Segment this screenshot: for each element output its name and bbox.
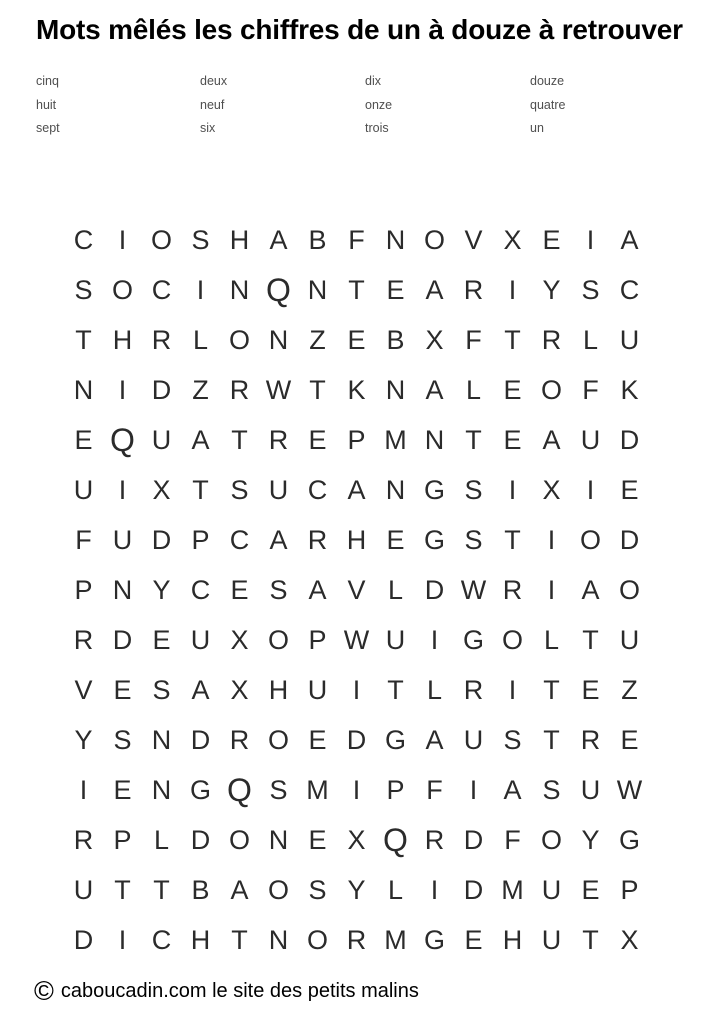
grid-cell: R bbox=[502, 574, 523, 605]
grid-cell: A bbox=[425, 274, 444, 305]
grid-cell: I bbox=[118, 924, 127, 955]
grid-cell: S bbox=[269, 574, 288, 605]
grid-cell: T bbox=[543, 674, 560, 705]
grid-cell: R bbox=[580, 724, 601, 755]
grid-cell: G bbox=[462, 624, 484, 655]
grid-cell: U bbox=[580, 424, 601, 455]
word-list-item: huit bbox=[36, 97, 57, 112]
grid-cell: P bbox=[113, 824, 132, 855]
grid-cell: E bbox=[503, 374, 522, 405]
grid-cell: I bbox=[508, 474, 517, 505]
grid-cell: U bbox=[619, 324, 640, 355]
grid-cell: O bbox=[618, 574, 640, 605]
grid-cell: C bbox=[307, 474, 328, 505]
grid-cell: C bbox=[190, 574, 211, 605]
grid-cell: N bbox=[151, 774, 172, 805]
grid-cell: I bbox=[547, 574, 556, 605]
grid-cell: Z bbox=[621, 674, 638, 705]
grid-cell: U bbox=[73, 474, 94, 505]
grid-cell: P bbox=[386, 774, 405, 805]
grid-cell: I bbox=[430, 874, 439, 905]
grid-cell: Z bbox=[192, 374, 209, 405]
grid-cell: K bbox=[347, 374, 366, 405]
page-title: Mots mêlés les chiffres de un à douze à retrouver bbox=[36, 14, 683, 45]
grid-cell: A bbox=[308, 574, 327, 605]
grid-cell: A bbox=[503, 774, 522, 805]
grid-cell: Y bbox=[152, 574, 171, 605]
grid-cell: S bbox=[113, 724, 132, 755]
grid-cell: R bbox=[307, 524, 328, 555]
grid-cell: W bbox=[265, 374, 292, 405]
grid-cell: O bbox=[306, 924, 328, 955]
grid-cell: Q bbox=[383, 821, 408, 858]
grid-cell: U bbox=[580, 774, 601, 805]
grid-cell: N bbox=[151, 724, 172, 755]
grid-cell: E bbox=[503, 424, 522, 455]
grid-cell: S bbox=[581, 274, 600, 305]
grid-cell: H bbox=[229, 224, 250, 255]
grid-cell: U bbox=[151, 424, 172, 455]
grid-cell: B bbox=[191, 874, 210, 905]
grid-cell: H bbox=[346, 524, 367, 555]
grid-cell: I bbox=[352, 774, 361, 805]
grid-cell: O bbox=[267, 724, 289, 755]
grid-cell: G bbox=[189, 774, 211, 805]
grid-cell: I bbox=[508, 674, 517, 705]
grid-cell: H bbox=[190, 924, 211, 955]
grid-cell: D bbox=[463, 824, 484, 855]
grid-cell: A bbox=[347, 474, 366, 505]
grid-cell: O bbox=[501, 624, 523, 655]
grid-cell: U bbox=[190, 624, 211, 655]
grid-cell: N bbox=[385, 224, 406, 255]
grid-cell: A bbox=[425, 724, 444, 755]
grid-cell: M bbox=[384, 924, 407, 955]
grid-cell: O bbox=[267, 874, 289, 905]
grid-cell: P bbox=[74, 574, 93, 605]
grid-cell: L bbox=[387, 574, 404, 605]
grid-cell: P bbox=[308, 624, 327, 655]
grid-cell: H bbox=[268, 674, 289, 705]
word-list-column bbox=[530, 70, 565, 141]
grid-cell: E bbox=[308, 724, 327, 755]
grid-cell: N bbox=[385, 474, 406, 505]
grid-cell: X bbox=[620, 924, 639, 955]
grid-cell: A bbox=[269, 224, 288, 255]
grid-cell: Y bbox=[347, 874, 366, 905]
grid-cell: E bbox=[620, 724, 639, 755]
grid-cell: T bbox=[309, 374, 326, 405]
grid-cell: T bbox=[543, 724, 560, 755]
grid-cell: L bbox=[582, 324, 599, 355]
grid-cell: S bbox=[230, 474, 249, 505]
grid-cell: E bbox=[581, 874, 600, 905]
word-list-column bbox=[365, 70, 392, 141]
word-list-column bbox=[36, 70, 60, 141]
grid-cell: G bbox=[423, 524, 445, 555]
grid-cell: X bbox=[230, 624, 249, 655]
grid-cell: R bbox=[268, 424, 289, 455]
grid-cell: O bbox=[111, 274, 133, 305]
grid-cell: G bbox=[423, 924, 445, 955]
grid-cell: R bbox=[463, 674, 484, 705]
grid-cell: M bbox=[384, 424, 407, 455]
word-list-column bbox=[200, 70, 227, 141]
grid-cell: T bbox=[582, 924, 599, 955]
grid-cell: F bbox=[465, 324, 482, 355]
grid-cell: S bbox=[308, 874, 327, 905]
grid-cell: L bbox=[426, 674, 443, 705]
grid-cell: S bbox=[74, 274, 93, 305]
word-list-item: onze bbox=[365, 97, 393, 112]
grid-cell: N bbox=[229, 274, 250, 305]
grid-cell: P bbox=[191, 524, 210, 555]
grid-cell: D bbox=[346, 724, 367, 755]
grid-cell: C bbox=[73, 224, 94, 255]
grid-cell: U bbox=[463, 724, 484, 755]
grid-cell: N bbox=[307, 274, 328, 305]
grid-cell: N bbox=[268, 824, 289, 855]
grid-cell: Y bbox=[581, 824, 600, 855]
grid-cell: R bbox=[424, 824, 445, 855]
grid-cell: N bbox=[112, 574, 133, 605]
grid-cell: R bbox=[151, 324, 172, 355]
grid-cell: C bbox=[151, 274, 172, 305]
grid-cell: U bbox=[307, 674, 328, 705]
grid-cell: S bbox=[269, 774, 288, 805]
grid-cell: N bbox=[73, 374, 94, 405]
grid-cell: E bbox=[308, 424, 327, 455]
grid-cell: T bbox=[504, 324, 521, 355]
word-list-item: cinq bbox=[36, 74, 59, 88]
grid-cell: X bbox=[152, 474, 171, 505]
grid-cell: E bbox=[347, 324, 366, 355]
grid-cell: F bbox=[504, 824, 521, 855]
grid-cell: L bbox=[465, 374, 482, 405]
word-list-item: quatre bbox=[530, 97, 566, 112]
grid-cell: G bbox=[423, 474, 445, 505]
word-list-item: dix bbox=[365, 74, 381, 88]
grid-cell: Q bbox=[266, 271, 291, 308]
grid-cell: B bbox=[308, 224, 327, 255]
grid-cell: I bbox=[79, 774, 88, 805]
grid-cell: U bbox=[385, 624, 406, 655]
grid-cell: S bbox=[464, 524, 483, 555]
word-list-item: trois bbox=[365, 121, 389, 135]
grid-cell: W bbox=[460, 574, 487, 605]
grid-cell: I bbox=[547, 524, 556, 555]
grid-cell: R bbox=[73, 824, 94, 855]
word-list-item: six bbox=[200, 121, 216, 135]
grid-cell: C bbox=[229, 524, 250, 555]
word-list-item: douze bbox=[530, 74, 565, 88]
grid-cell: E bbox=[113, 774, 132, 805]
grid-cell: F bbox=[348, 224, 365, 255]
grid-cell: E bbox=[152, 624, 171, 655]
word-list-item: sept bbox=[36, 121, 60, 135]
grid-cell: D bbox=[463, 874, 484, 905]
grid-cell: E bbox=[464, 924, 483, 955]
grid-cell: I bbox=[508, 274, 517, 305]
grid-cell: A bbox=[542, 424, 561, 455]
grid-cell: C bbox=[151, 924, 172, 955]
grid-cell: F bbox=[582, 374, 599, 405]
grid-cell: D bbox=[190, 824, 211, 855]
grid-cell: R bbox=[73, 624, 94, 655]
grid-cell: M bbox=[306, 774, 329, 805]
grid-cell: T bbox=[231, 924, 248, 955]
grid-cell: D bbox=[424, 574, 445, 605]
grid-cell: S bbox=[503, 724, 522, 755]
grid-cell: N bbox=[268, 924, 289, 955]
grid-cell: V bbox=[347, 574, 366, 605]
grid-cell: R bbox=[541, 324, 562, 355]
grid-cell: A bbox=[230, 874, 249, 905]
grid-cell: E bbox=[620, 474, 639, 505]
grid-cell: O bbox=[423, 224, 445, 255]
word-list-item: un bbox=[530, 121, 544, 135]
word-list-item: deux bbox=[200, 74, 228, 88]
grid-cell: E bbox=[542, 224, 561, 255]
grid-cell: E bbox=[308, 824, 327, 855]
grid-cell: E bbox=[386, 274, 405, 305]
grid-cell: B bbox=[386, 324, 405, 355]
grid-cell: Q bbox=[110, 421, 135, 458]
grid-cell: S bbox=[152, 674, 171, 705]
grid-cell: A bbox=[425, 374, 444, 405]
grid-cell: D bbox=[112, 624, 133, 655]
footer bbox=[34, 978, 419, 1005]
grid-cell: H bbox=[112, 324, 133, 355]
grid-cell: I bbox=[196, 274, 205, 305]
grid-cell: T bbox=[582, 624, 599, 655]
grid-cell: W bbox=[616, 774, 643, 805]
grid-cell: L bbox=[192, 324, 209, 355]
grid-cell: Y bbox=[74, 724, 93, 755]
grid-cell: I bbox=[118, 224, 127, 255]
grid-cell: S bbox=[542, 774, 561, 805]
grid-cell: I bbox=[430, 624, 439, 655]
grid-cell: S bbox=[191, 224, 210, 255]
grid-cell: D bbox=[619, 424, 640, 455]
grid-cell: W bbox=[343, 624, 370, 655]
grid-cell: A bbox=[191, 424, 210, 455]
grid-cell: V bbox=[74, 674, 93, 705]
grid-cell: O bbox=[579, 524, 601, 555]
grid-cell: N bbox=[424, 424, 445, 455]
grid-cell: K bbox=[620, 374, 639, 405]
word-list-item: neuf bbox=[200, 97, 225, 112]
grid-cell: S bbox=[464, 474, 483, 505]
grid-cell: X bbox=[542, 474, 561, 505]
grid-cell: N bbox=[268, 324, 289, 355]
grid-cell: X bbox=[347, 824, 366, 855]
grid-cell: R bbox=[346, 924, 367, 955]
grid-cell: I bbox=[469, 774, 478, 805]
grid-cell: H bbox=[502, 924, 523, 955]
grid-cell: O bbox=[150, 224, 172, 255]
grid-cell: O bbox=[267, 624, 289, 655]
grid-cell: X bbox=[230, 674, 249, 705]
grid-cell: E bbox=[230, 574, 249, 605]
grid-cell: P bbox=[620, 874, 639, 905]
grid-cell: T bbox=[192, 474, 209, 505]
letter-grid bbox=[64, 215, 649, 965]
grid-cell: O bbox=[540, 374, 562, 405]
grid-cell: V bbox=[464, 224, 483, 255]
grid-cell: U bbox=[619, 624, 640, 655]
grid-cell: U bbox=[541, 924, 562, 955]
grid-cell: T bbox=[75, 324, 92, 355]
grid-cell: T bbox=[231, 424, 248, 455]
grid-cell: A bbox=[191, 674, 210, 705]
grid-cell: M bbox=[501, 874, 524, 905]
grid-cell: T bbox=[387, 674, 404, 705]
grid-cell: I bbox=[586, 224, 595, 255]
grid-cell: D bbox=[73, 924, 94, 955]
grid-cell: T bbox=[348, 274, 365, 305]
grid-cell: E bbox=[386, 524, 405, 555]
grid-cell: L bbox=[153, 824, 170, 855]
grid-cell: T bbox=[114, 874, 131, 905]
grid-cell: O bbox=[540, 824, 562, 855]
grid-cell: O bbox=[228, 324, 250, 355]
grid-cell: R bbox=[463, 274, 484, 305]
grid-cell: D bbox=[151, 524, 172, 555]
grid-cell: G bbox=[384, 724, 406, 755]
grid-cell: F bbox=[426, 774, 443, 805]
grid-cell: I bbox=[118, 374, 127, 405]
grid-cell: U bbox=[268, 474, 289, 505]
grid-cell: R bbox=[229, 374, 250, 405]
grid-cell: D bbox=[151, 374, 172, 405]
grid-cell: O bbox=[228, 824, 250, 855]
grid-cell: X bbox=[503, 224, 522, 255]
grid-cell: E bbox=[581, 674, 600, 705]
grid-cell: I bbox=[118, 474, 127, 505]
grid-cell: Q bbox=[227, 771, 252, 808]
grid-cell: C bbox=[619, 274, 640, 305]
grid-cell: N bbox=[385, 374, 406, 405]
word-list bbox=[36, 70, 696, 140]
grid-cell: T bbox=[153, 874, 170, 905]
grid-cell: U bbox=[541, 874, 562, 905]
grid-cell: X bbox=[425, 324, 444, 355]
grid-cell: R bbox=[229, 724, 250, 755]
grid-cell: L bbox=[543, 624, 560, 655]
grid-cell: A bbox=[269, 524, 288, 555]
grid-cell: D bbox=[190, 724, 211, 755]
footer-text: caboucadin.com le site des petits malins bbox=[60, 980, 419, 1002]
copyright-icon: © bbox=[34, 976, 54, 1006]
grid-cell: E bbox=[74, 424, 93, 455]
grid-cell: L bbox=[387, 874, 404, 905]
grid-cell: D bbox=[619, 524, 640, 555]
grid-cell: P bbox=[347, 424, 366, 455]
grid-cell: T bbox=[465, 424, 482, 455]
grid-cell: T bbox=[504, 524, 521, 555]
grid-cell: E bbox=[113, 674, 132, 705]
grid-cell: I bbox=[352, 674, 361, 705]
grid-cell: Y bbox=[542, 274, 561, 305]
grid-cell: U bbox=[112, 524, 133, 555]
grid-cell: I bbox=[586, 474, 595, 505]
grid-cell: A bbox=[581, 574, 600, 605]
grid-cell: F bbox=[75, 524, 92, 555]
grid-cell: Z bbox=[309, 324, 326, 355]
grid-cell: A bbox=[620, 224, 639, 255]
grid-cell: G bbox=[618, 824, 640, 855]
grid-cell: U bbox=[73, 874, 94, 905]
